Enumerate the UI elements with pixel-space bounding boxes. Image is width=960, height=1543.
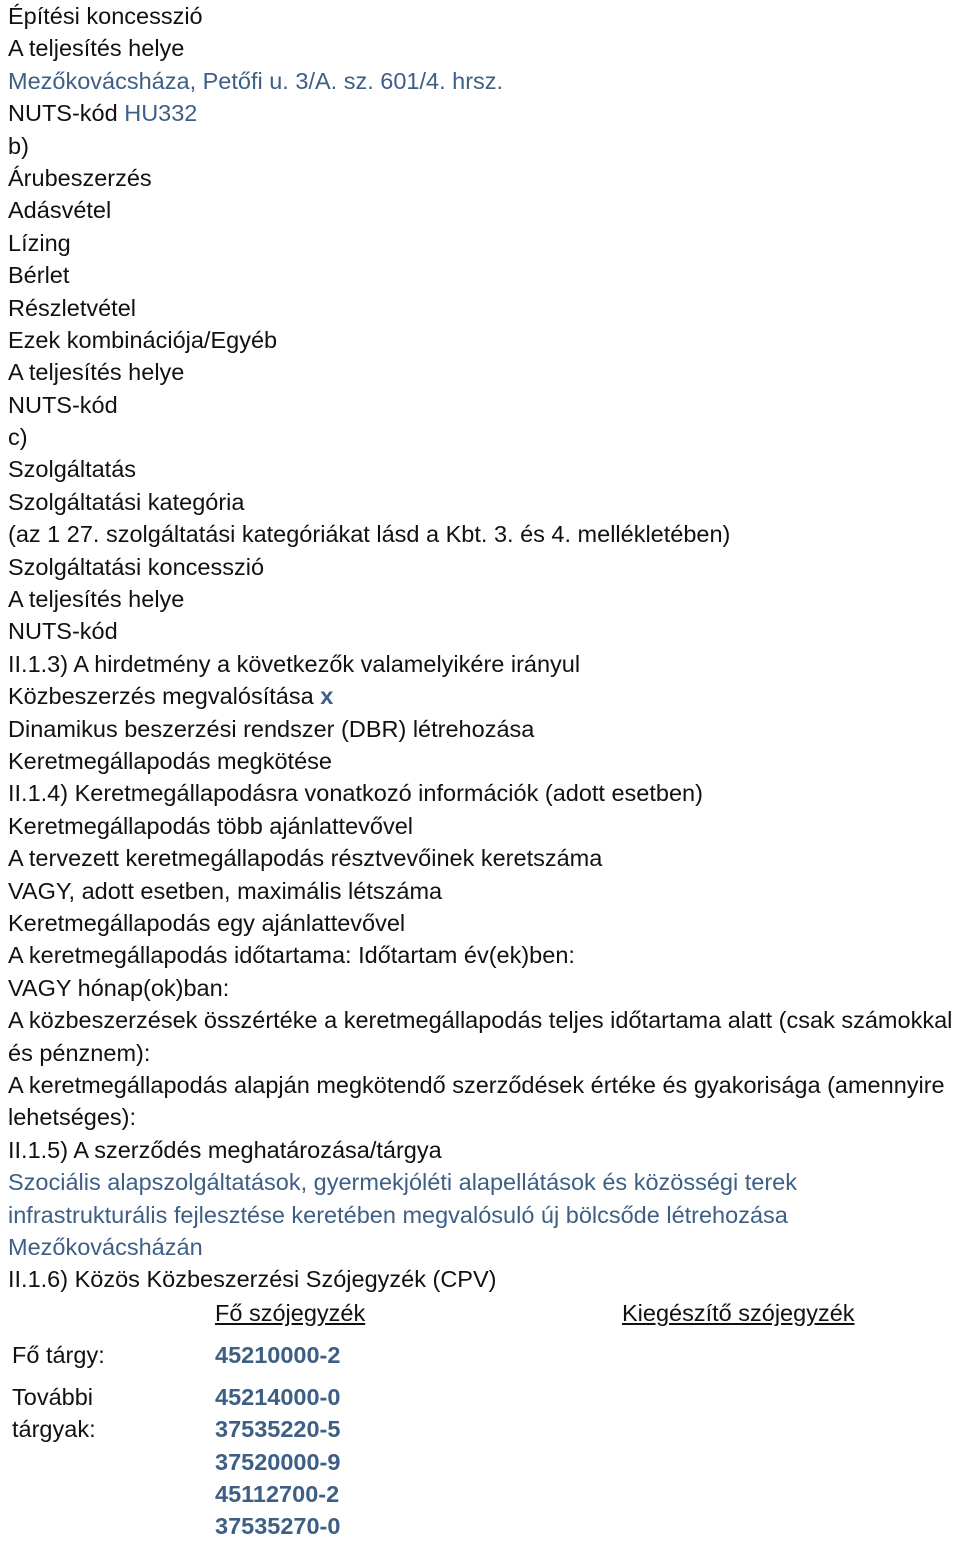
cpv-additional-code: 37535270-0: [215, 1513, 341, 1539]
public-contract-label: Közbeszerzés megvalósítása: [8, 683, 314, 710]
line-combination-other: Ezek kombinációja/Egyéb: [8, 326, 278, 353]
section-ii-1-3-heading: II.1.3) A hirdetmény a következők valamelyikére irányul: [8, 650, 581, 677]
line-framework-max: VAGY, adott esetben, maximális létszáma: [8, 877, 443, 904]
line-rental: Bérlet: [8, 262, 70, 289]
line-framework-months: VAGY hónap(ok)ban:: [8, 974, 230, 1001]
line-dynamic-purchasing: Dinamikus beszerzési rendszer (DBR) létrehozása: [8, 715, 535, 742]
section-ii-1-6-heading: II.1.6) Közös Közbeszerzési Szójegyzék (CPV): [8, 1266, 497, 1293]
cpv-additional-code: 37535220-5: [215, 1416, 341, 1442]
line-b: b): [8, 132, 29, 159]
line-c: c): [8, 424, 28, 451]
cpv-additional-code: 45214000-0: [215, 1384, 341, 1410]
line-public-contract: [8, 680, 958, 712]
line-framework-multiple: Keretmegállapodás több ajánlattevővel: [8, 812, 413, 839]
nuts-value: HU332: [124, 100, 198, 127]
nuts-label: NUTS-kód: [8, 100, 118, 127]
paragraph-total-value: A közbeszerzések összértéke a keretmegállapodás teljes időtartama alatt (csak számokkal és pénznem):: [8, 1007, 953, 1066]
line-place-of-performance: A teljesítés helye: [8, 35, 185, 62]
line-framework-duration: A keretmegállapodás időtartama: Időtartam év(ek)ben:: [8, 942, 575, 969]
section-ii-1-5-heading: II.1.5) A szerződés meghatározása/tárgya: [8, 1136, 442, 1163]
line-framework-participants: A tervezett keretmegállapodás résztvevőinek keretszáma: [8, 845, 603, 872]
line-purchase: Adásvétel: [8, 197, 112, 224]
line-supplies: Árubeszerzés: [8, 164, 152, 191]
line-leasing: Lízing: [8, 229, 71, 256]
document-body: [8, 0, 958, 1296]
public-contract-check-mark: x: [320, 683, 334, 710]
paragraph-contract-title: Szociális alapszolgáltatások, gyermekjóléti alapellátások és közösségi terek infrastrukturális fejlesztése keretében megvalósuló új bölcsőde létrehozása Mezőkovácsházán: [8, 1169, 797, 1260]
cpv-additional-code: 37520000-9: [215, 1449, 341, 1475]
line-services: Szolgáltatás: [8, 456, 137, 483]
line-framework-agreement: Keretmegállapodás megkötése: [8, 747, 332, 774]
line-hire-purchase: Részletvétel: [8, 294, 136, 321]
line-service-category-note: (az 1 27. szolgáltatási kategóriákat lásd a Kbt. 3. és 4. mellékletében): [8, 521, 731, 548]
line-place-of-performance-b: A teljesítés helye: [8, 359, 185, 386]
cpv-additional-code: 45112700-2: [215, 1481, 340, 1507]
line-nuts-code: [8, 97, 958, 129]
line-construction-concession: Építési koncesszió: [8, 3, 203, 29]
section-ii-1-4-heading: II.1.4) Keretmegállapodásra vonatkozó információk (adott esetben): [8, 780, 703, 807]
paragraph-contract-value: A keretmegállapodás alapján megkötendő szerződések értéke és gyakorisága (amennyire lehetséges):: [8, 1071, 945, 1131]
cpv-supplementary-header: Kiegészítő szójegyzék: [622, 1300, 855, 1326]
cpv-main-object-label: Fő tárgy:: [12, 1342, 105, 1368]
line-framework-single: Keretmegállapodás egy ajánlattevővel: [8, 909, 406, 936]
line-place-of-performance-c: A teljesítés helye: [8, 586, 185, 613]
line-performance-address: Mezőkovácsháza, Petőfi u. 3/A. sz. 601/4. hrsz.: [8, 67, 504, 94]
line-service-concession: Szolgáltatási koncesszió: [8, 553, 265, 580]
cpv-additional-label-1: További: [12, 1384, 93, 1410]
cpv-additional-label-2: tárgyak:: [12, 1416, 96, 1442]
cpv-main-header: Fő szójegyzék: [215, 1300, 366, 1326]
line-nuts-code-b: NUTS-kód: [8, 391, 118, 418]
line-service-category: Szolgáltatási kategória: [8, 488, 245, 515]
line-nuts-code-c: NUTS-kód: [8, 618, 118, 645]
cpv-main-object-code: 45210000-2: [215, 1342, 341, 1368]
